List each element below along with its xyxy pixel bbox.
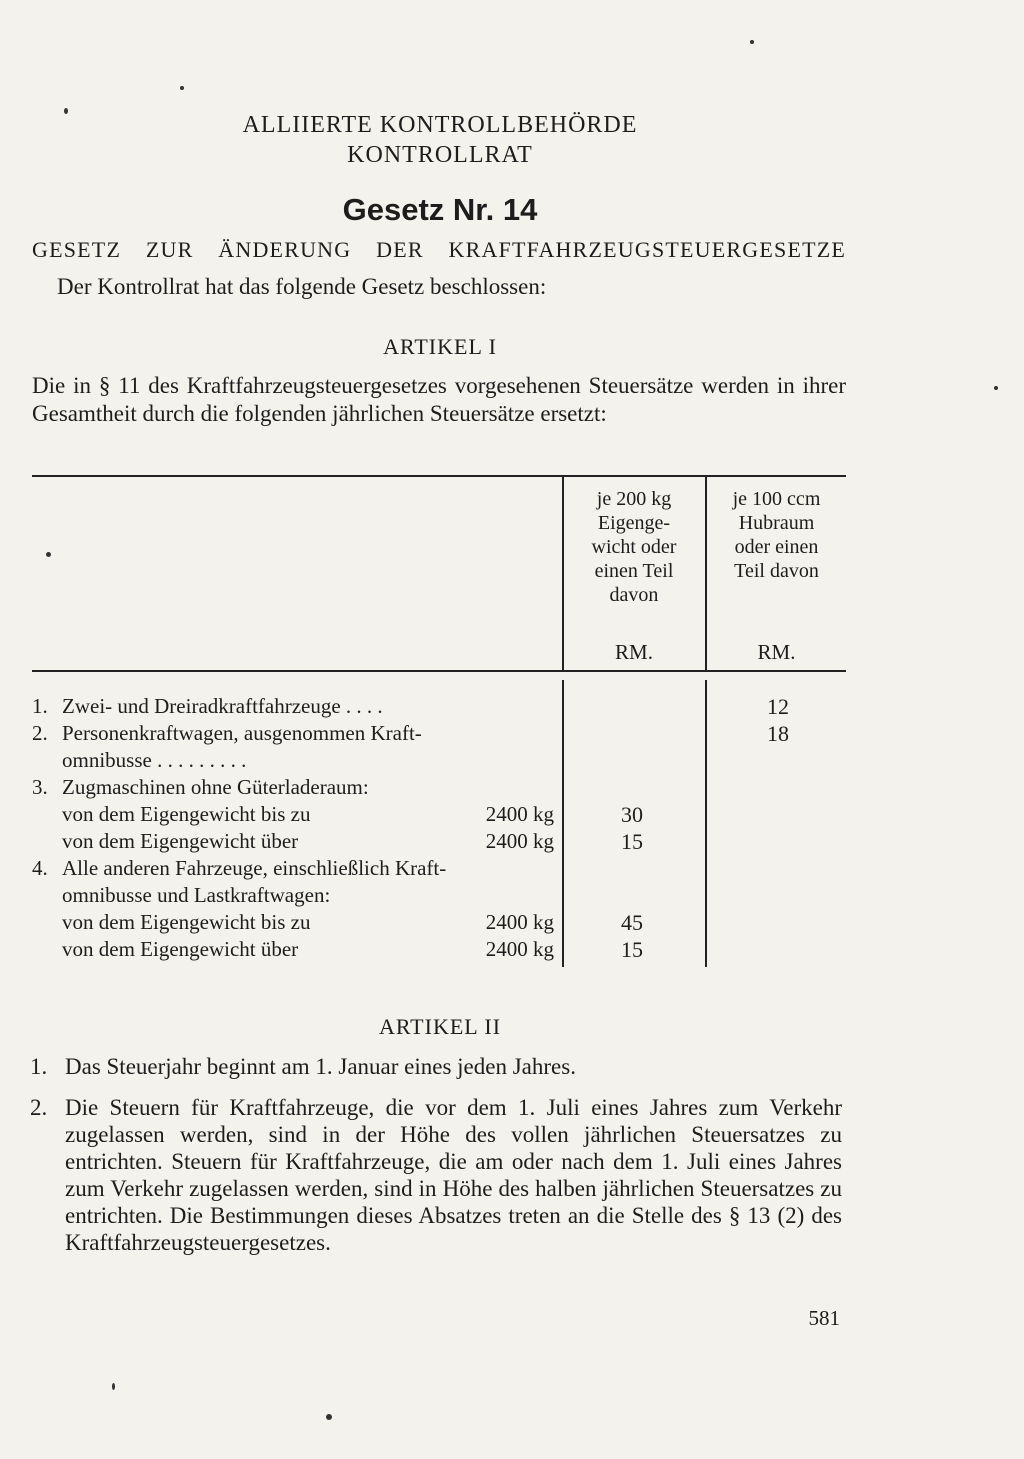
scan-speck — [46, 552, 51, 557]
table-row — [32, 747, 846, 774]
row-value-weight: 30 — [621, 802, 643, 827]
header-line: Teil davon — [734, 560, 819, 582]
scan-speck — [180, 86, 184, 90]
page-number: 581 — [808, 1306, 840, 1330]
header-line: Eigenge- — [597, 512, 671, 534]
article-1-text: Die in § 11 des Kraftfahrzeugsteuergesetzes vorgesehenen Steuersätze werden in ihrer Gesamtheit durch die folgenden jährlichen Steuersätze ersetzt: — [32, 373, 846, 426]
tax-rate-table — [32, 475, 846, 970]
table-row — [32, 801, 846, 828]
scan-speck — [750, 40, 754, 44]
table-row — [32, 693, 846, 720]
row-value-weight: 15 — [621, 829, 643, 854]
row-label: omnibusse und Lastkraftwagen: — [62, 883, 331, 907]
header-line: Hubraum — [738, 512, 815, 534]
header-line: je 200 kg — [596, 488, 672, 510]
scan-speck — [64, 108, 68, 114]
law-title: Gesetz Nr. 14 — [342, 192, 538, 227]
column-unit-weight: RM. — [615, 640, 653, 664]
table-top-rule — [32, 475, 846, 477]
article-2-item — [30, 1053, 842, 1083]
header-line: wicht oder — [591, 536, 677, 558]
row-label: omnibusse . . . . . . . . . — [62, 748, 247, 772]
row-number: 3. — [32, 775, 48, 799]
table-row — [32, 774, 846, 801]
row-value-displacement: 12 — [767, 694, 789, 719]
item-number: 2. — [30, 1095, 48, 1120]
row-value-displacement: 18 — [767, 721, 789, 746]
row-number: 4. — [32, 856, 48, 880]
row-number: 2. — [32, 721, 48, 745]
authority-header — [0, 110, 880, 170]
row-label: Alle anderen Fahrzeuge, einschließlich Kraft- — [62, 856, 447, 880]
law-intro: Der Kontrollrat hat das folgende Gesetz beschlossen: — [57, 274, 547, 299]
scan-speck — [326, 1414, 332, 1420]
article-2-item — [30, 1094, 842, 1284]
law-subtitle: GESETZ ZUR ÄNDERUNG DER KRAFTFAHRZEUGSTEUERGESETZE — [32, 237, 846, 262]
row-weight: 2400 kg — [485, 937, 554, 961]
row-weight: 2400 kg — [485, 829, 554, 853]
row-label: Zugmaschinen ohne Güterladeraum: — [62, 775, 369, 799]
table-header-rule — [32, 670, 846, 672]
row-label: von dem Eigengewicht bis zu — [62, 910, 311, 934]
item-text: Das Steuerjahr beginnt am 1. Januar eines jeden Jahres. — [65, 1054, 576, 1079]
table-row — [32, 828, 846, 855]
row-weight: 2400 kg — [485, 910, 554, 934]
scan-speck — [112, 1383, 115, 1390]
row-weight: 2400 kg — [485, 802, 554, 826]
table-row — [32, 882, 846, 909]
row-label: von dem Eigengewicht bis zu — [62, 802, 311, 826]
table-row — [32, 720, 846, 747]
item-text: Die Steuern für Kraftfahrzeuge, die vor dem 1. Juli eines Jahres zum Verkehr zugelassen werden, sind in der Höhe des vollen jährlichen Steuersatzes zu entrichten. Steuern für Kraftfahrzeuge, die am oder nach dem 1. Juli eines Jahres zum Verkehr zugelassen werden, sind in Höhe des halben jährlichen Steuersatzes zu entrichten. Die Bestimmungen dieses Absatzes treten an die Stelle des § 13 (2) des Kraftfahrzeugsteuergesetzes. — [65, 1095, 842, 1255]
row-label: von dem Eigengewicht über — [62, 937, 299, 961]
row-number: 1. — [32, 694, 48, 718]
row-label: von dem Eigengewicht über — [62, 829, 299, 853]
article-1-heading: ARTIKEL I — [383, 334, 497, 359]
authority-line-2: KONTROLLRAT — [347, 142, 533, 168]
header-line: oder einen — [734, 536, 819, 558]
item-number: 1. — [30, 1054, 48, 1079]
row-label: Zwei- und Dreiradkraftfahrzeuge . . . . — [62, 694, 383, 718]
column-unit-displacement: RM. — [757, 640, 796, 664]
column-header-displacement — [707, 487, 846, 583]
table-row — [32, 936, 846, 963]
scan-speck — [994, 386, 998, 390]
row-value-weight: 15 — [621, 937, 643, 962]
article-2-heading: ARTIKEL II — [378, 1014, 502, 1039]
table-row — [32, 909, 846, 936]
header-line: einen Teil — [594, 560, 674, 582]
header-line: davon — [609, 584, 659, 606]
row-value-weight: 45 — [621, 910, 643, 935]
authority-line-1: ALLIIERTE KONTROLLBEHÖRDE — [242, 112, 638, 138]
column-header-weight — [564, 487, 704, 607]
table-row — [32, 855, 846, 882]
header-line: je 100 ccm — [732, 488, 821, 510]
row-label: Personenkraftwagen, ausgenommen Kraft- — [62, 721, 422, 745]
